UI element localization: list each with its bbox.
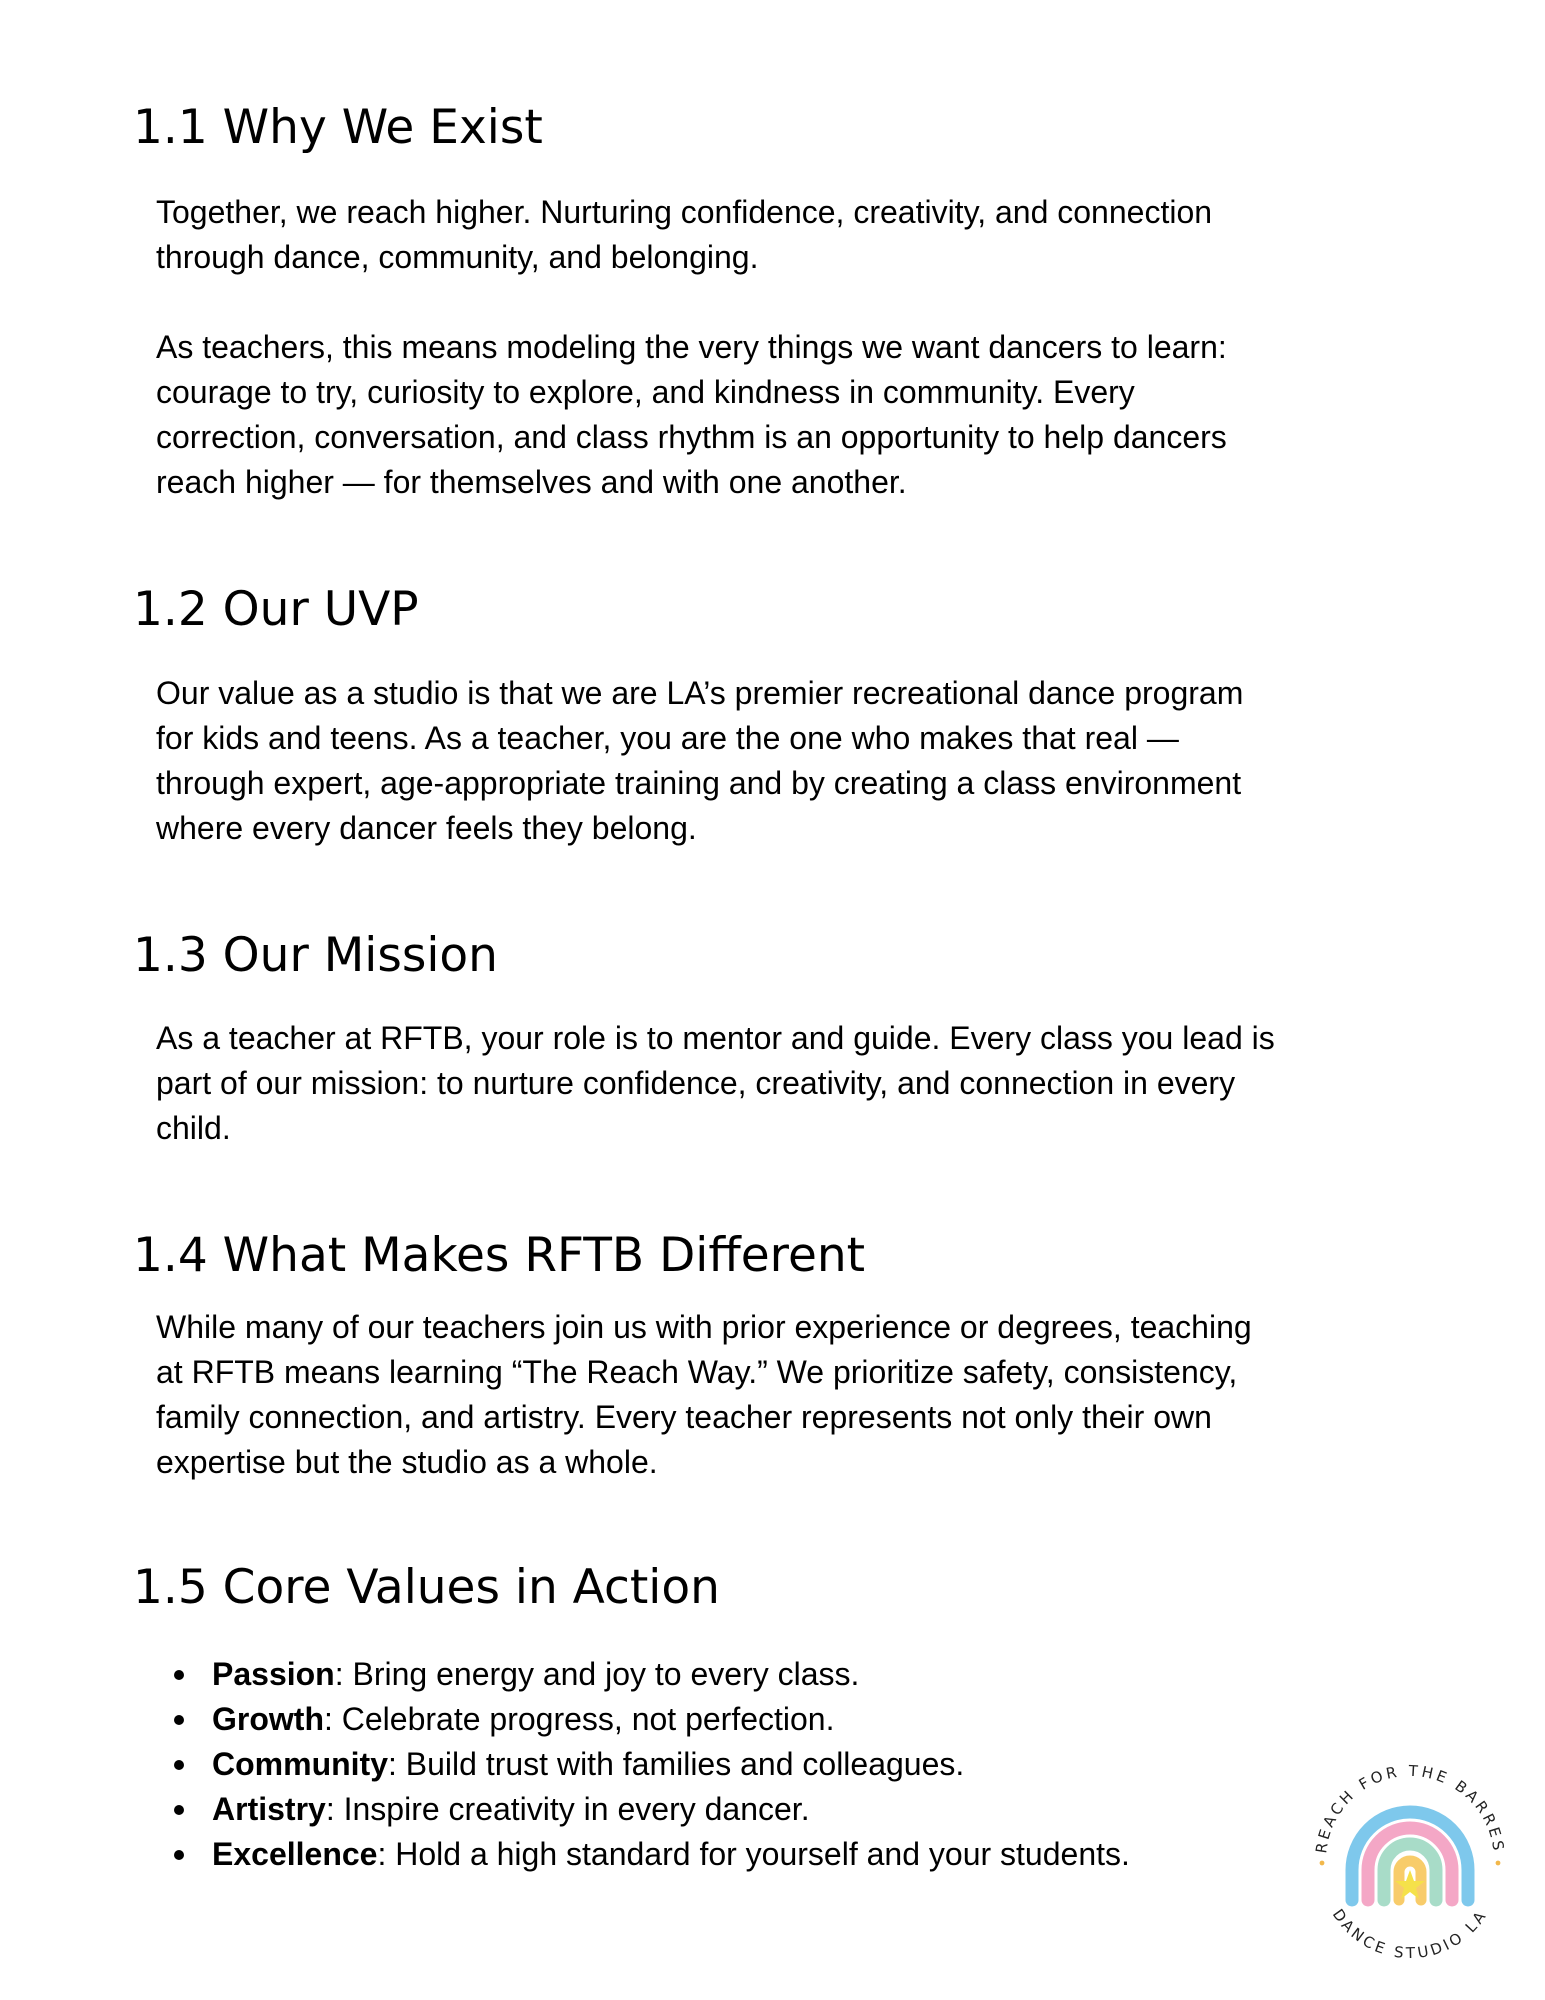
core-values-list [156,1652,1130,1877]
list-item [156,1832,1130,1877]
logo-dot-icon [1496,1861,1501,1866]
list-item [156,1742,1130,1787]
section-heading: 1.5 Core Values in Action [133,1560,720,1615]
list-item [156,1787,1130,1832]
studio-logo [1300,1750,1520,1970]
logo-text-bottom: DANCE STUDIO LA [1328,1905,1492,1963]
value-description: : Hold a high standard for yourself and your students. [377,1836,1130,1872]
logo-text-top: REACH FOR THE BARRES [1312,1761,1508,1855]
bullet-icon [174,1805,184,1815]
bullet-icon [174,1670,184,1680]
list-item [156,1652,1130,1697]
bullet-icon [174,1850,184,1860]
value-description: : Bring energy and joy to every class. [334,1656,860,1692]
paragraph: Together, we reach higher. Nurturing confidence, creativity, and connection through dance, community, and belonging. [156,194,1213,275]
section-heading: 1.1 Why We Exist [133,100,543,155]
value-name: Community [212,1746,388,1782]
value-name: Passion [212,1656,335,1692]
rainbow-icon [1352,1812,1468,1900]
paragraph: Our value as a studio is that we are LA’s premier recreational dance program for kids and teens. As a teacher, you are the one who makes that real — through expert, age-appropriate training and by creating a class environment where every dancer feels they belong. [156,675,1244,846]
value-name: Growth [212,1701,324,1737]
value-name: Artistry [212,1791,326,1827]
paragraph: While many of our teachers join us with prior experience or degrees, teaching at RFTB means learning “The Reach Way.” We prioritize safety, consistency, family connection, and artistry. Every teacher represents not only their own expertise but the studio as a whole. [156,1309,1252,1480]
logo-dot-icon [1320,1861,1325,1866]
paragraph: As teachers, this means modeling the very things we want dancers to learn: courage to try, curiosity to explore, and kindness in community. Every correction, conversation, and class rhythm is an opportunity to help dancers reach higher — for themselves and with one another. [156,329,1227,500]
value-description: : Build trust with families and colleagues. [388,1746,965,1782]
paragraph: As a teacher at RFTB, your role is to mentor and guide. Every class you lead is part of our mission: to nurture confidence, creativity, and connection in every child. [156,1020,1275,1146]
section-heading: 1.4 What Makes RFTB Different [133,1228,866,1283]
value-description: : Celebrate progress, not perfection. [323,1701,835,1737]
value-description: : Inspire creativity in every dancer. [325,1791,810,1827]
section-heading: 1.2 Our UVP [133,582,419,637]
bullet-icon [174,1715,184,1725]
section-heading: 1.3 Our Mission [133,928,498,983]
list-item [156,1697,1130,1742]
bullet-icon [174,1760,184,1770]
value-name: Excellence [212,1836,378,1872]
